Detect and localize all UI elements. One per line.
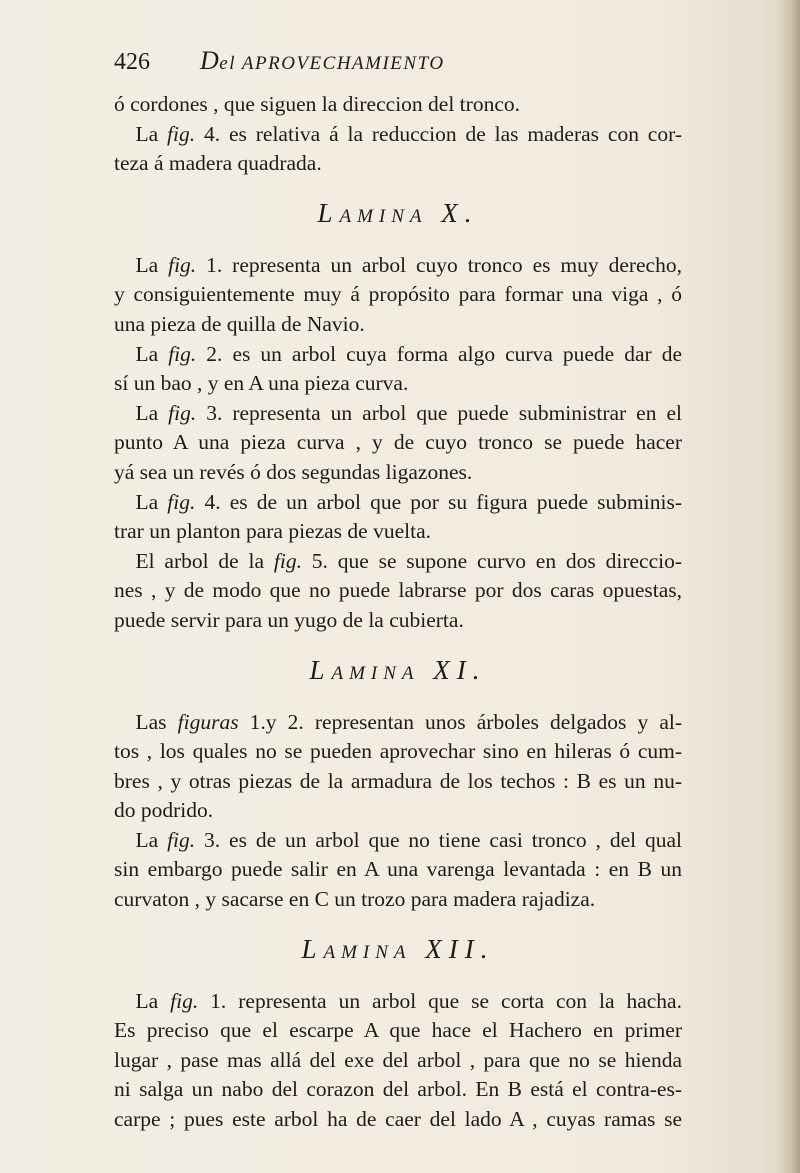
paragraph-3 <box>114 251 682 340</box>
fig-ref: fig. <box>167 121 196 146</box>
heading-lamina-xi <box>114 654 682 690</box>
paragraph-8 <box>114 708 682 826</box>
lead-text: La <box>135 400 169 425</box>
line-rest: 3. es de un arbol que no tiene casi tronco , del qual <box>195 827 682 852</box>
text-line: sí un bao , y en A una pieza curva. <box>114 371 409 396</box>
line-rest: 5. que se supone curvo en dos direccio- <box>301 548 682 573</box>
fig-ref: fig. <box>168 400 197 425</box>
lead-text: La <box>135 252 169 277</box>
line-rest: 1. representa un arbol que se corta con la hacha. <box>198 988 682 1013</box>
fig-ref: fig. <box>167 827 196 852</box>
heading-cap: L <box>301 933 324 964</box>
heading-number: XII. <box>425 933 495 964</box>
heading-number: XI. <box>433 654 487 685</box>
text-line: tos , los quales no se pueden aprovechar sino en hileras ó cum- <box>114 739 682 764</box>
text-line: sin embargo puede salir en A una varenga levantada : en B un <box>114 857 682 882</box>
page-number: 426 <box>114 49 150 75</box>
running-title-initial: D <box>200 46 220 75</box>
line-rest: 1. representa un arbol cuyo tronco es muy derecho, <box>196 252 682 277</box>
heading-lamina-x <box>114 197 682 233</box>
fig-ref: fig. <box>170 988 199 1013</box>
line-rest: 3. representa un arbol que puede subministrar en el <box>196 400 682 425</box>
text-line: Es preciso que el escarpe A que hace el Hachero en primer <box>114 1018 682 1043</box>
page-edge-shadow <box>778 0 800 1173</box>
line-rest: 2. es un arbol cuya forma algo curva puede dar de <box>196 341 682 366</box>
fig-ref: fig. <box>273 548 302 573</box>
text-line <box>114 826 682 856</box>
text-line: do podrido. <box>114 798 214 823</box>
text-line: y consiguientemente muy á propósito para formar una viga , ó <box>114 282 682 307</box>
running-header <box>114 46 682 90</box>
text-line: trar un planton para piezas de vuelta. <box>114 519 431 544</box>
text-line: carpe ; pues este arbol ha de caer del lado A , cuyas ramas se <box>114 1107 682 1132</box>
text-line <box>114 399 682 429</box>
paragraph-6 <box>114 488 682 547</box>
text-line: puede servir para un yugo de la cubierta. <box>114 607 464 632</box>
text-line <box>114 987 682 1017</box>
line-rest: 1.y 2. representan unos árboles delgados y al- <box>238 709 682 734</box>
paragraph-2 <box>114 120 682 179</box>
text-line <box>114 251 682 281</box>
running-title-part-1: el <box>219 53 242 74</box>
text-line <box>114 120 682 150</box>
paragraph-4 <box>114 340 682 399</box>
paragraph-1 <box>114 90 682 120</box>
text-line <box>114 488 682 518</box>
running-title <box>200 46 445 79</box>
running-title-part-2: APROVECHAMIENTO <box>241 53 445 74</box>
paragraph-5 <box>114 399 682 488</box>
line-rest: 4. es relativa á la reduccion de las maderas con cor- <box>195 121 682 146</box>
text-line <box>114 708 682 738</box>
heading-smallcaps: AMINA <box>323 941 412 963</box>
paragraph-9 <box>114 826 682 915</box>
text-line <box>114 340 682 370</box>
lead-text: La <box>135 121 168 146</box>
paragraph-10 <box>114 987 682 1135</box>
lead-text: La <box>135 489 168 514</box>
text-line: bres , y otras piezas de la armadura de los techos : B es un nu- <box>114 768 682 793</box>
heading-cap: L <box>309 654 332 685</box>
page-text-block <box>114 46 682 1135</box>
text-line: ó cordones , que siguen la direccion del tronco. <box>114 92 520 116</box>
text-line: nes , y de modo que no puede labrarse por dos caras opuestas, <box>114 578 682 603</box>
text-line: curvaton , y sacarse en C un trozo para madera rajadiza. <box>114 887 596 912</box>
fig-ref: fig. <box>168 252 197 277</box>
lead-text: La <box>135 988 171 1013</box>
line-rest: 4. es de un arbol que por su figura puede subminis- <box>195 489 682 514</box>
text-line <box>114 547 682 577</box>
lead-text: El arbol de la <box>135 548 274 573</box>
fig-ref: fig. <box>168 341 197 366</box>
text-line: punto A una pieza curva , y de cuyo tronco se puede hacer <box>114 430 682 455</box>
paragraph-7 <box>114 547 682 636</box>
lead-text: La <box>135 827 168 852</box>
text-line: una pieza de quilla de Navio. <box>114 311 365 336</box>
lead-text: Las <box>135 709 178 734</box>
text-line: lugar , pase mas allá del exe del arbol , para que no se hienda <box>114 1047 682 1072</box>
heading-lamina-xii <box>114 933 682 969</box>
lead-text: La <box>135 341 169 366</box>
heading-cap: L <box>317 197 340 228</box>
fig-ref: fig. <box>167 489 196 514</box>
heading-smallcaps: AMINA <box>331 662 420 684</box>
heading-smallcaps: AMINA <box>339 205 428 227</box>
text-line: teza á madera quadrada. <box>114 151 322 176</box>
heading-number: X. <box>441 197 479 228</box>
text-line: yá sea un revés ó dos segundas ligazones. <box>114 459 473 484</box>
fig-ref: figuras <box>177 709 239 734</box>
text-line: ni salga un nabo del corazon del arbol. En B está el contra-es- <box>114 1077 682 1102</box>
